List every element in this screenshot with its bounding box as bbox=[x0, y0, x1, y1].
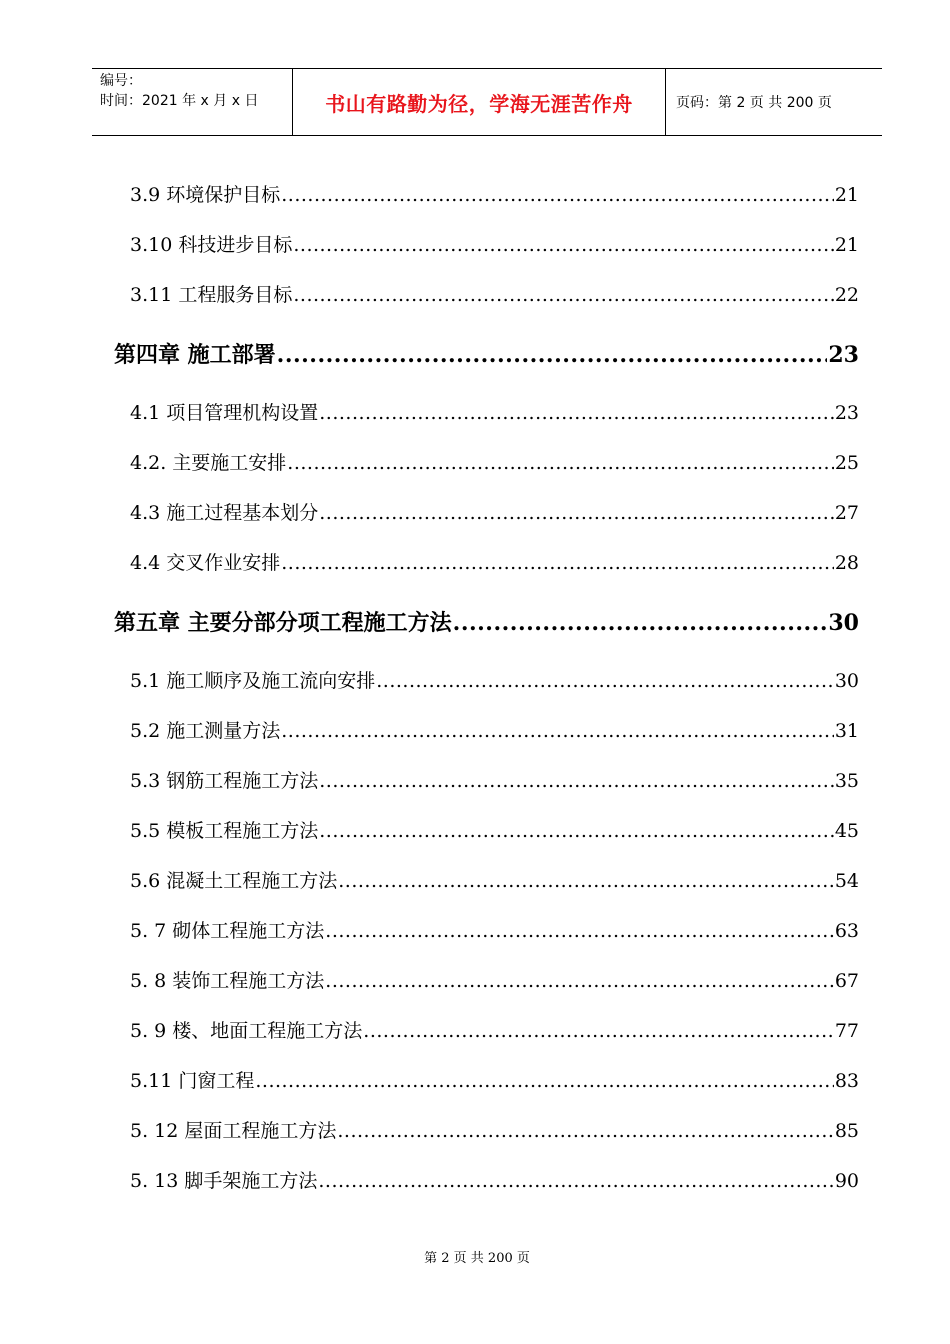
toc-chapter-title: 第五章 主要分部分项工程施工方法 bbox=[114, 610, 452, 636]
toc-entry[interactable] bbox=[130, 866, 859, 893]
toc-entry[interactable] bbox=[130, 816, 859, 843]
toc-entry-page: 67 bbox=[834, 970, 859, 992]
toc-entry-page: 45 bbox=[834, 820, 859, 842]
toc-entry-title: 5.1 施工顺序及施工流向安排 bbox=[130, 670, 376, 692]
toc-dot-leader bbox=[281, 184, 834, 206]
toc-chapter-title: 第四章 施工部署 bbox=[114, 342, 276, 368]
toc-entry-page: 31 bbox=[834, 720, 859, 742]
document-number-label: 编号： bbox=[100, 73, 142, 89]
toc-entry[interactable] bbox=[130, 548, 859, 575]
toc-entry-page: 85 bbox=[834, 1120, 859, 1142]
toc-entry-page: 22 bbox=[834, 284, 859, 306]
toc-chapter-page: 30 bbox=[828, 610, 859, 636]
toc-dot-leader bbox=[319, 820, 834, 842]
toc-dot-leader bbox=[319, 770, 834, 792]
toc-dot-leader bbox=[363, 1020, 834, 1042]
toc-entry[interactable] bbox=[130, 230, 859, 257]
toc-dot-leader bbox=[281, 552, 834, 574]
toc-chapter-entry[interactable] bbox=[114, 606, 859, 637]
toc-entry-page: 63 bbox=[834, 920, 859, 942]
toc-entry-title: 4.1 项目管理机构设置 bbox=[130, 402, 319, 424]
toc-dot-leader bbox=[255, 1070, 833, 1092]
toc-entry-page: 30 bbox=[834, 670, 859, 692]
toc-chapter-page: 23 bbox=[828, 342, 859, 368]
toc-entry-title: 4.3 施工过程基本划分 bbox=[130, 502, 319, 524]
toc-entry-page: 21 bbox=[834, 184, 859, 206]
toc-dot-leader bbox=[453, 610, 828, 636]
toc-entry[interactable] bbox=[130, 280, 859, 307]
toc-dot-leader bbox=[325, 970, 834, 992]
toc-entry-title: 5.3 钢筋工程施工方法 bbox=[130, 770, 319, 792]
toc-entry-title: 5. 9 楼、地面工程施工方法 bbox=[130, 1020, 363, 1042]
toc-entry-page: 28 bbox=[834, 552, 859, 574]
toc-dot-leader bbox=[337, 1120, 833, 1142]
toc-entry-page: 23 bbox=[834, 402, 859, 424]
toc-entry[interactable] bbox=[130, 180, 859, 207]
toc-entry[interactable] bbox=[130, 448, 859, 475]
toc-entry[interactable] bbox=[130, 716, 859, 743]
toc-dot-leader bbox=[287, 452, 834, 474]
toc-dot-leader bbox=[319, 502, 834, 524]
toc-entry-title: 5. 8 装饰工程施工方法 bbox=[130, 970, 325, 992]
toc-entry-title: 3.10 科技进步目标 bbox=[130, 234, 293, 256]
toc-entry-title: 5. 7 砌体工程施工方法 bbox=[130, 920, 325, 942]
toc-entry-page: 83 bbox=[834, 1070, 859, 1092]
toc-entry[interactable] bbox=[130, 966, 859, 993]
toc-entry-page: 90 bbox=[834, 1170, 859, 1192]
toc-entry-page: 35 bbox=[834, 770, 859, 792]
toc-entry-title: 5.2 施工测量方法 bbox=[130, 720, 281, 742]
header-meta bbox=[92, 69, 293, 135]
toc-entry[interactable] bbox=[130, 498, 859, 525]
toc-entry-title: 5.6 混凝土工程施工方法 bbox=[130, 870, 338, 892]
toc-entry-page: 21 bbox=[834, 234, 859, 256]
toc-entry-title: 4.4 交叉作业安排 bbox=[130, 552, 281, 574]
toc-dot-leader bbox=[318, 1170, 833, 1192]
toc-entry-title: 5.5 模板工程施工方法 bbox=[130, 820, 319, 842]
toc-entry-page: 77 bbox=[834, 1020, 859, 1042]
toc-entry-page: 25 bbox=[834, 452, 859, 474]
header-motto: 书山有路勤为径，学海无涯苦作舟 bbox=[293, 69, 666, 135]
toc-entry-title: 4.2. 主要施工安排 bbox=[130, 452, 287, 474]
page-footer: 第 2 页 共 200 页 bbox=[424, 1251, 530, 1266]
toc-entry[interactable] bbox=[130, 1166, 859, 1193]
toc-chapter-entry[interactable] bbox=[114, 338, 859, 369]
toc-entry[interactable] bbox=[130, 666, 859, 693]
toc-entry-title: 3.11 工程服务目标 bbox=[130, 284, 293, 306]
toc-entry-page: 54 bbox=[834, 870, 859, 892]
toc-entry-title: 5. 13 脚手架施工方法 bbox=[130, 1170, 318, 1192]
toc-entry[interactable] bbox=[130, 1116, 859, 1143]
toc-dot-leader bbox=[376, 670, 834, 692]
toc-entry-title: 5.11 门窗工程 bbox=[130, 1070, 255, 1092]
toc-entry[interactable] bbox=[130, 916, 859, 943]
toc-entry[interactable] bbox=[130, 1016, 859, 1043]
header-page-label: 页码：第 2 页 共 200 页 bbox=[676, 95, 832, 111]
toc-entry[interactable] bbox=[130, 398, 859, 425]
page-header bbox=[92, 68, 882, 136]
toc-dot-leader bbox=[277, 342, 828, 368]
document-time-label: 时间：2021 年 x 月 x 日 bbox=[100, 93, 259, 109]
toc-entry-title: 5. 12 屋面工程施工方法 bbox=[130, 1120, 337, 1142]
toc-dot-leader bbox=[319, 402, 834, 424]
toc-entry-title: 3.9 环境保护目标 bbox=[130, 184, 281, 206]
toc-dot-leader bbox=[293, 234, 833, 256]
toc-dot-leader bbox=[281, 720, 834, 742]
toc-dot-leader bbox=[325, 920, 834, 942]
toc-entry-page: 27 bbox=[834, 502, 859, 524]
toc-entry[interactable] bbox=[130, 1066, 859, 1093]
toc-dot-leader bbox=[293, 284, 833, 306]
toc-entry[interactable] bbox=[130, 766, 859, 793]
toc-dot-leader bbox=[338, 870, 834, 892]
